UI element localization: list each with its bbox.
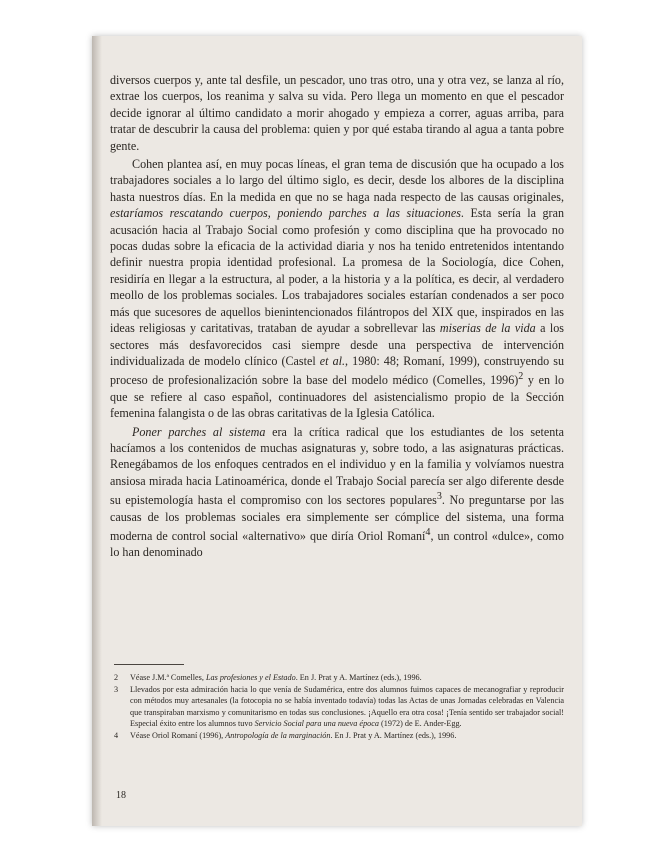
page-spine-shadow [92, 36, 102, 826]
text-run: diversos cuerpos y, ante tal desfile, un pescador, uno tras otro, una y otra vez, se lanza al río, extrae los cuerpos, los reanima y salva su vida. Pero llega un momento en que el pescador decide ignorar al último candidato a morir ahogado y empieza a correr, aguas arriba, para tratar de descubrir la causa del problema: quien y por qué estaba tirando al agua a tanta pobre gente. [110, 73, 564, 153]
italic-run: Antropología de la marginación [225, 730, 331, 740]
text-run: Véase J.M.ª Comelles, [130, 673, 206, 682]
text-run: . En J. Prat y A. Martínez (eds.), 1996. [295, 673, 422, 682]
paragraph-2 [110, 156, 564, 422]
text-run: y en lo que se refiere al caso español, continuadores del asistencialismo propio de la Sección femenina falangista o de las obras caritativas de la Iglesia Católica. [110, 373, 564, 421]
footnote-ref: 4 [425, 527, 431, 539]
footnote-text [130, 730, 564, 742]
text-run: . No preguntarse por las causas de los problemas sociales era simplemente ser cómplice del sistema, una forma moderna de control social «alternativo» que diría Oriol Romaní [110, 493, 564, 544]
text-run: , 1980: 48; Romaní, 1999), construyendo su proceso de profesionalización sobre la base del modelo médico (Comelles, 1996) [110, 353, 564, 388]
italic-run: Las profesiones y el Estado [205, 673, 296, 682]
footnote-ref: 2 [518, 371, 524, 383]
italic-run: miserias de la vida [439, 321, 536, 336]
footnote-3 [114, 684, 564, 730]
footnote-ref: 3 [436, 491, 442, 503]
paragraph-1 [110, 72, 564, 154]
body-text [110, 72, 564, 561]
footnote-number: 2 [114, 673, 119, 682]
text-run: (1972) de E. Ander-Egg. [378, 719, 462, 729]
text-run: Véase Oriol Romaní (1996), [130, 730, 226, 740]
italic-run: estaríamos rescatando cuerpos, poniendo parches a las situaciones [110, 206, 461, 221]
text-run: , un control «dulce», como lo han denominado [110, 529, 564, 560]
text-run: Cohen plantea así, en muy pocas líneas, el gran tema de discusión que ha ocupado a los trabajadores sociales a lo largo del último siglo, es decir, desde los albores de la disciplina hasta nuestros días. En la medida en que no se haga nada respecto de las causas originales, [110, 157, 564, 204]
footnote-divider [114, 664, 184, 665]
footnote-text [130, 672, 564, 684]
text-run: Llevados por esta admiración hacia lo que venía de Sudamérica, entre dos alumnos fuimos capaces de mecanografiar y reproducir con métodos muy artesanales (la fotocopia no se había inventado todavía) todas las Actas de unas Jornadas celebradas en Valencia que transpiraban marxismo y comunitarismo en todas sus conclusiones. ¡Aquello era otra cosa! ¡Tenía sentido ser trabajador social! Especial éxito entre los alumnos tuvo [130, 684, 564, 729]
footnotes [114, 672, 564, 742]
text-run: . Esta sería la gran acusación hacia al Trabajo Social como profesión y como disciplina que ha provocado no pocas dudas sobre la eficacia de la actividad diaria y nos ha tenido entretenidos intentando definir nuestra propia identidad profesional. La promesa de la Sociología, dice Cohen, residiría en llegar a la estructura, al poder, a la historia y a la política, es decir, al verdadero meollo de los problemas sociales. Los trabajadores sociales estarían condenados a ser poco más que sucesores de aquellos bienintencionados filántropos del XIX que, inspirados en las ideas religiosas y caritativas, trataban de ayudar a sobrellevar las [110, 206, 564, 336]
footnote-4 [114, 730, 564, 742]
footnote-text [130, 684, 564, 730]
text-run: era la crítica radical que los estudiantes de los setenta hacíamos a los contenidos de muchas asignaturas y, sobre todo, a las asignaturas prácticas. Renegábamos de los enfoques centrados en el individuo y en la familia y volvíamos nuestra ansiosa mirada hacia Latinoamérica, donde el Trabajo Social parecía ser algo diferente desde su epistemología hasta el compromiso con los sectores populares [110, 424, 565, 508]
text-run: . En J. Prat y A. Martínez (eds.), 1996. [330, 730, 457, 740]
footnote-number: 3 [114, 684, 119, 694]
page-number: 18 [116, 790, 126, 801]
italic-run: Poner parches al sistema [132, 424, 266, 439]
footnote-number: 4 [114, 730, 119, 740]
text-run: a los sectores más desfavorecidos casi siempre desde una perspectiva de intervención individualizada de modelo clínico (Castel [110, 321, 564, 368]
paragraph-3 [110, 424, 564, 561]
book-page [92, 36, 582, 826]
footnote-2 [114, 672, 564, 684]
italic-run: et al. [319, 353, 346, 368]
italic-run: Servicio Social para una nueva época [254, 719, 379, 729]
